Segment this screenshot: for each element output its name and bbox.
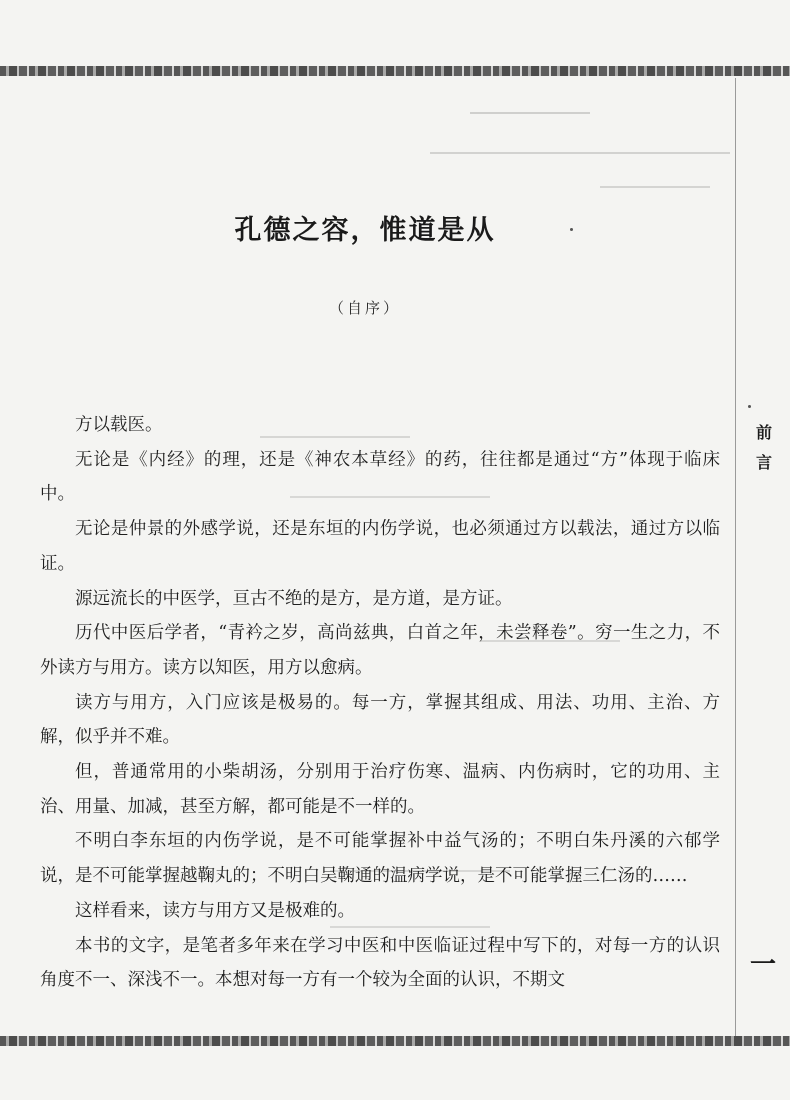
page-subtitle: （自序）	[328, 299, 401, 317]
paragraph: 读方与用方，入门应该是极易的。每一方，掌握其组成、用法、功用、主治、方解，似乎并不难。	[40, 692, 720, 748]
paragraph: 方以载医。	[75, 415, 163, 435]
paragraph: 不明白李东垣的内伤学说，是不可能掌握补中益气汤的；不明白朱丹溪的六郁学说，是不可能掌握越鞠丸的；不明白吴鞠通的温病学说，是不可能掌握三仁汤的……	[40, 831, 720, 887]
paragraph: 源远流长的中医学，亘古不绝的是方，是方道，是方证。	[75, 588, 513, 609]
paragraph: 无论是《内经》的理，还是《神农本草经》的药，往往都是通过“方”体现于临床中。	[40, 449, 720, 505]
bottom-border-band	[0, 1036, 790, 1046]
page-number: 一	[749, 950, 776, 980]
speck-mark	[748, 405, 751, 408]
paragraph: 本书的文字，是笔者多年来在学习中医和中医临证过程中写下的，对每一方的认识角度不一、深浅不一。本想对每一方有一个较为全面的认识，不期文	[40, 935, 720, 991]
section-label: 前言	[755, 423, 772, 472]
margin-rule	[735, 78, 736, 1036]
paragraph: 但，普通常用的小柴胡汤，分别用于治疗伤寒、温病、内伤病时，它的功用、主治、用量、加减，甚至方解，都可能是不一样的。	[40, 762, 720, 817]
top-border-band	[0, 66, 790, 76]
paragraph: 历代中医后学者，“青衿之岁，高尚兹典，白首之年，未尝释卷”。穷一生之力，不外读方与用方。读方以知医，用方以愈病。	[40, 623, 720, 678]
body-text	[40, 408, 720, 998]
paragraph: 这样看来，读方与用方又是极难的。	[75, 900, 355, 921]
page-title: 孔德之容，惟道是从	[234, 215, 496, 246]
paragraph: 无论是仲景的外感学说，还是东垣的内伤学说，也必须通过方以载法，通过方以临证。	[40, 519, 720, 574]
